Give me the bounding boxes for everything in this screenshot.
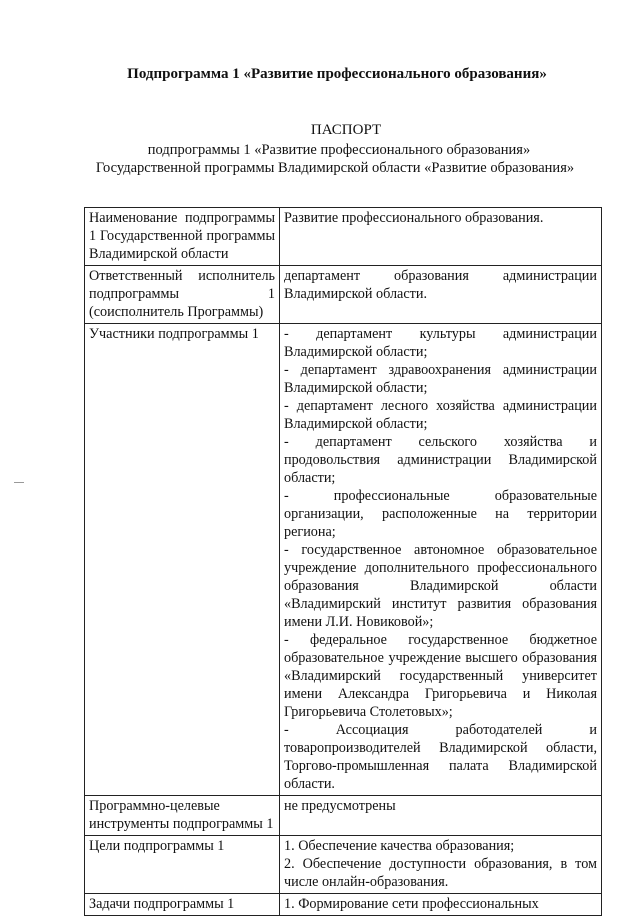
value-line: - департамент культуры администрации Владимирской области;: [284, 326, 597, 360]
row-value: [280, 836, 602, 894]
passport-subtitle-line1: подпрограммы 1 «Развитие профессионального образования»: [147, 142, 531, 158]
row-label: Цели подпрограммы 1: [85, 836, 280, 894]
row-value: [280, 266, 602, 324]
row-label: Участники подпрограммы 1: [85, 324, 280, 796]
value-line: - федеральное государственное бюджетное образовательное учреждение высшего образования «Владимирский государственный университет имени Александра Григорьевича и Николая Григорьевича Столетовых»;: [284, 632, 597, 720]
row-label: Задачи подпрограммы 1: [85, 894, 280, 916]
value-line: - Ассоциация работодателей и товаропроизводителей Владимирской области, Торгово-промышленная палата Владимирской области.: [284, 722, 597, 792]
value-line: - департамент лесного хозяйства администрации Владимирской области;: [284, 398, 597, 432]
row-value: [280, 208, 602, 266]
value-line: - государственное автономное образовательное учреждение дополнительного профессионального образования Владимирской области «Владимирский институт развития образования имени Л.И. Новиковой»;: [284, 542, 597, 630]
value-line: - департамент сельского хозяйства и продовольствия администрации Владимирской области;: [284, 434, 597, 486]
value-line: не предусмотрены: [284, 798, 396, 814]
passport-subtitle-line2: Государственной программы Владимирской области «Развитие образования»: [95, 160, 575, 176]
value-line: 1. Обеспечение качества образования;: [284, 838, 515, 854]
passport-table: [84, 207, 602, 916]
row-label: Программно-целевые инструменты подпрограммы 1: [85, 796, 280, 836]
table-row: [85, 266, 602, 324]
value-line: 1. Формирование сети профессиональных: [284, 896, 539, 912]
subprogram-heading: Подпрограмма 1 «Развитие профессионального образования»: [127, 66, 547, 82]
margin-mark: [14, 482, 24, 483]
row-value: [280, 796, 602, 836]
table-row: [85, 324, 602, 796]
table-row: [85, 836, 602, 894]
row-label: Наименование подпрограммы 1 Государственной программы Владимирской области: [85, 208, 280, 266]
row-value: [280, 324, 602, 796]
value-line: - департамент здравоохранения администрации Владимирской области;: [284, 362, 597, 396]
passport-title: ПАСПОРТ: [310, 122, 382, 138]
row-label: Ответственный исполнитель подпрограммы 1 (соисполнитель Программы): [85, 266, 280, 324]
table-row: [85, 208, 602, 266]
table-row: [85, 796, 602, 836]
value-line: Развитие профессионального образования.: [284, 210, 544, 226]
value-line: департамент образования администрации Владимирской области.: [284, 268, 597, 302]
value-line: 2. Обеспечение доступности образования, в том числе онлайн-образования.: [284, 856, 597, 890]
value-line: - профессиональные образовательные организации, расположенные на территории региона;: [284, 488, 597, 540]
